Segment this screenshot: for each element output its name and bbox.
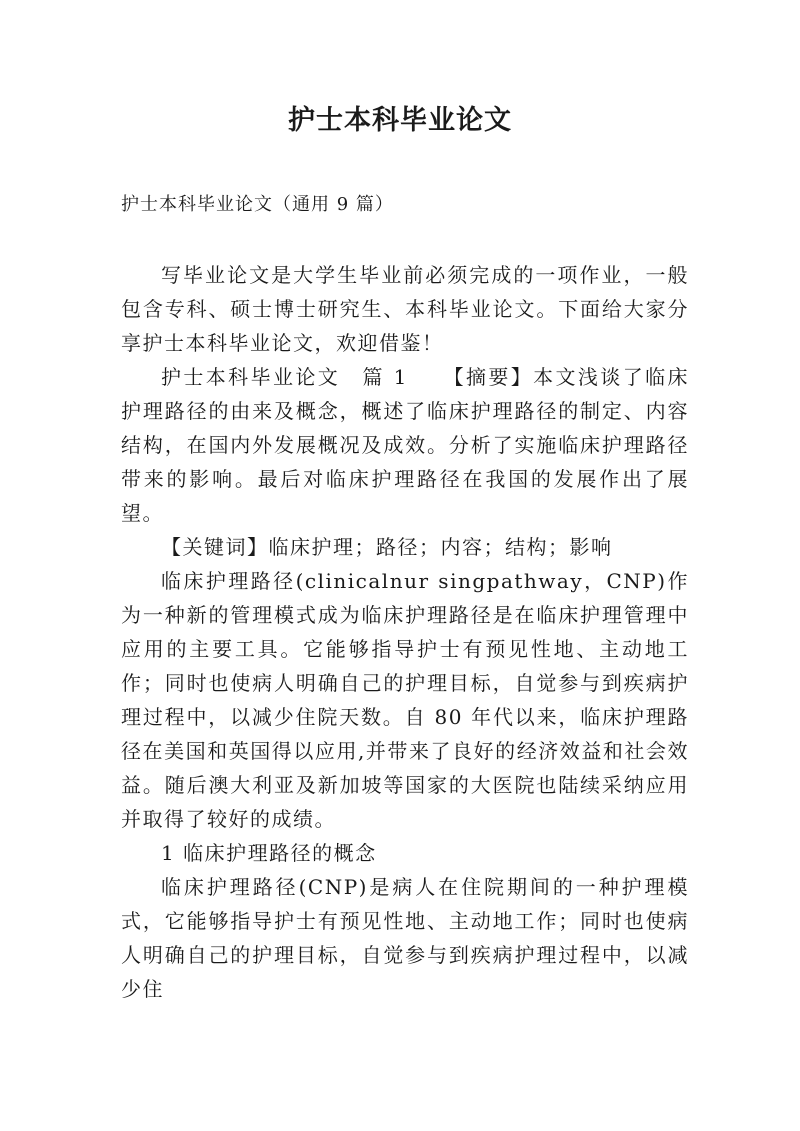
section-heading-1: 1 临床护理路径的概念 <box>161 841 377 865</box>
paragraph-keywords: 【关键词】临床护理；路径；内容；结构；影响 <box>161 535 613 559</box>
document-body <box>121 258 689 1006</box>
document-title: 护士本科毕业论文 <box>288 105 512 136</box>
paragraph-cnp-intro: 临床护理路径(clinicalnur singpathway，CNP)作为一种新的管理模式成为临床护理路径是在临床护理管理中应用的主要工具。它能够指导护士有预见性地、主动地工作；同时也使病人明确自己的护理目标，自觉参与到疾病护理过程中，以减少住院天数。自 80 年代以来，临床护理路径在美国和英国得以应用,并带来了良好的经济效益和社会效益。随后澳大利亚及新加坡等国家的大医院也陆续采纳应用并取得了较好的成绩。 <box>121 569 689 831</box>
paragraph-intro: 写毕业论文是大学生毕业前必须完成的一项作业，一般包含专科、硕士博士研究生、本科毕业论文。下面给大家分享护士本科毕业论文，欢迎借鉴！ <box>121 263 689 355</box>
paragraph-cnp-concept: 临床护理路径(CNP)是病人在住院期间的一种护理模式，它能够指导护士有预见性地、主动地工作；同时也使病人明确自己的护理目标，自觉参与到疾病护理过程中，以减少住 <box>121 875 689 1001</box>
paragraph-abstract: 护士本科毕业论文 篇 1 【摘要】本文浅谈了临床护理路径的由来及概念，概述了临床护理路径的制定、内容结构，在国内外发展概况及成效。分析了实施临床护理路径带来的影响。最后对临床护理路径在我国的发展作出了展望。 <box>121 365 689 525</box>
document-subtitle: 护士本科毕业论文（通用 9 篇） <box>121 194 394 215</box>
